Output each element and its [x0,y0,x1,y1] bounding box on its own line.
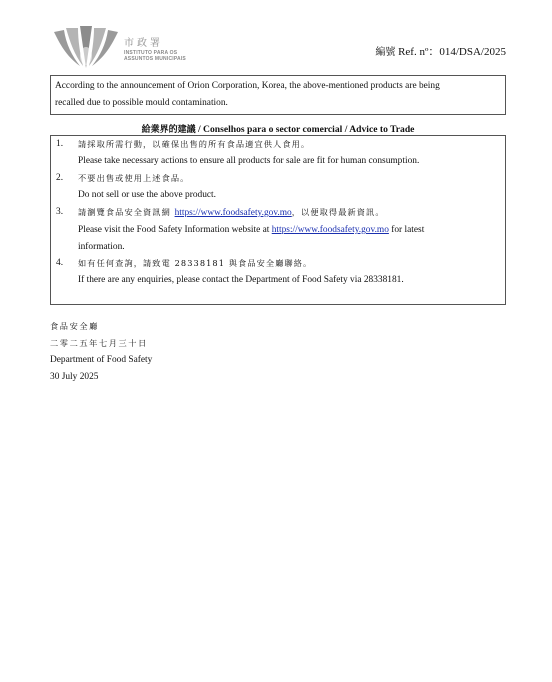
department-name-cn: 食品安全廳 [50,321,99,331]
advice-item-en [78,222,488,239]
advice-item-en: Please take necessary actions to ensure all products for sale are fit for human consumption. [78,156,420,166]
advice-item-number: 1. [56,139,64,149]
logo-wordmark [124,38,186,62]
advice-item-en-continued: information. [78,242,125,252]
department-name-en: Department of Food Safety [50,355,153,365]
advice-item-en: If there are any enquiries, please contact the Department of Food Safety via 28338181. [78,275,404,285]
advice-section-title [50,122,506,135]
advice-title-text: / Conselhos para o sector comercial / Advice to Trade [195,124,415,135]
logo-name-cn: 市政署 [124,38,163,49]
notice-line-2: recalled due to possible mould contamination. [55,98,228,108]
advice-item-cn: 如有任何查詢，請致電 28338181 與食品安全廳聯絡。 [78,258,313,268]
advice-list [50,135,506,305]
advice-item-en: Do not sell or use the above product. [78,190,216,200]
reference-label-cn: 編號 [375,47,396,58]
logo-name-pt-line2: ASSUNTOS MUNICIPAIS [124,56,186,62]
advice-item-cn [78,204,488,222]
food-safety-website-link-en[interactable]: https://www.foodsafety.gov.mo [271,225,389,235]
iam-emblem-icon [50,26,122,70]
reference-number [375,43,506,59]
reference-value: Ref. nº：014/DSA/2025 [398,46,506,58]
advice-item-number: 4. [56,258,64,268]
logo-name-pt-line1: INSTITUTO PARA OS [124,50,178,56]
advice-item-en-text-after: for latest [388,225,425,235]
issue-date-cn: 二零二五年七月三十日 [50,338,148,348]
food-safety-website-link[interactable]: https://www.foodsafety.gov.mo [174,208,292,218]
signature-block [50,318,152,386]
advice-title-cn: 給業界的建議 [141,125,196,135]
notice-line-1: According to the announcement of Orion Corporation, Korea, the above-mentioned products are being [55,81,440,91]
advice-item-cn: 請採取所需行動，以確保出售的所有食品適宜供人食用。 [78,139,311,149]
advice-item-number: 2. [56,173,64,183]
recall-notice-box [50,75,506,115]
iam-logo [50,26,190,70]
advice-item-cn-text-after: ，以便取得最新資訊。 [291,207,385,217]
page-header [50,26,506,70]
advice-item-cn-text: 請瀏覽食品安全資訊網 [78,207,175,217]
advice-item-cn: 不要出售或使用上述食品。 [78,173,190,183]
issue-date-en: 30 July 2025 [50,372,99,382]
advice-item-en-text: Please visit the Food Safety Information website at [78,225,272,235]
advice-item-number: 3. [56,207,64,217]
